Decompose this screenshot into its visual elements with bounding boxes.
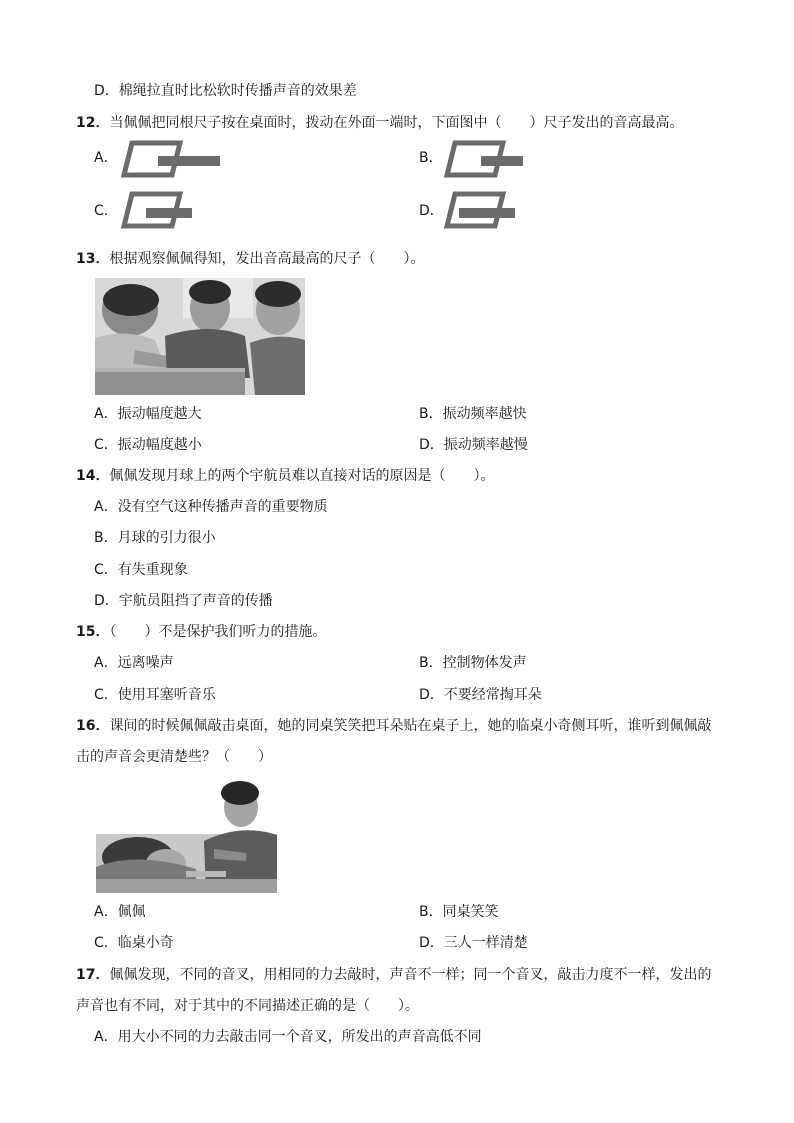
question-number: 16． [76, 718, 110, 734]
q13-option-c: C．振动幅度越小 [94, 437, 202, 453]
q12-option-a-label: A． [94, 150, 118, 166]
q16-option-b: B．同桌笑笑 [419, 904, 499, 920]
question-17-line-2: 声音也有不同，对于其中的不同描述正确的是（ ）。 [76, 998, 419, 1014]
q17-option-a: A．用大小不同的力去敲击同一个音叉，所发出的声音高低不同 [94, 1029, 482, 1045]
q15-option-a: A．远离噪声 [94, 655, 174, 671]
question-13 [76, 249, 424, 269]
ruler-figure-c [118, 191, 194, 229]
question-14 [76, 466, 494, 486]
question-stem: 课间的时候佩佩敲击桌面，她的同桌笑笑把耳朵贴在桌子上，她的临桌小奇侧耳听，谁听到佩佩敲 [109, 718, 712, 734]
question-stem: 根据观察佩佩得知，发出音高最高的尺子（ ）。 [109, 251, 425, 267]
q14-option-b: B．月球的引力很小 [94, 530, 216, 546]
question-stem: 佩佩发现，不同的音叉，用相同的力去敲时，声音不一样；同一个音叉，敲击力度不一样，发出的 [109, 967, 712, 983]
q12-option-d-label: D． [419, 203, 444, 219]
question-16-line-1 [76, 716, 711, 736]
question-12 [76, 113, 683, 133]
q14-option-d: D．宇航员阻挡了声音的传播 [94, 593, 273, 609]
q16-option-a: A．佩佩 [94, 904, 146, 920]
q15-option-c: C．使用耳塞听音乐 [94, 687, 216, 703]
q12-option-c-label: C． [94, 203, 118, 219]
q12-option-b-label: B． [419, 150, 443, 166]
ruler-figure-b [441, 140, 525, 178]
students-ruler-photo [95, 278, 305, 395]
question-number: 17． [76, 967, 110, 983]
q14-option-c: C．有失重现象 [94, 562, 188, 578]
desk-listening-photo [96, 779, 277, 893]
question-stem: 当佩佩把同根尺子按在桌面时，拨动在外面一端时，下面图中（ ）尺子发出的音高最高。 [109, 115, 684, 131]
question-number: 12． [76, 115, 110, 131]
question-number: 13． [76, 251, 110, 267]
ruler-figure-a [118, 140, 222, 178]
q13-option-b: B．振动频率越快 [419, 406, 527, 422]
q13-option-d: D．振动频率越慢 [419, 437, 528, 453]
ruler-figure-d [441, 191, 517, 229]
q11-option-d: D．棉绳拉直时比松软时传播声音的效果差 [94, 83, 357, 99]
question-stem: 佩佩发现月球上的两个宇航员难以直接对话的原因是（ ）。 [109, 468, 495, 484]
question-17-line-1 [76, 965, 711, 985]
q16-option-c: C．临桌小奇 [94, 935, 174, 951]
q15-option-d: D．不要经常掏耳朵 [419, 687, 542, 703]
question-15 [76, 622, 326, 642]
question-16-line-2: 击的声音会更清楚些？（ ） [76, 749, 272, 765]
q14-option-a: A．没有空气这种传播声音的重要物质 [94, 499, 328, 515]
question-number: 15． [76, 624, 110, 640]
question-stem: （ ）不是保护我们听力的措施。 [109, 624, 327, 640]
q13-option-a: A．振动幅度越大 [94, 406, 202, 422]
q15-option-b: B．控制物体发声 [419, 655, 527, 671]
question-number: 14． [76, 468, 110, 484]
q16-option-d: D．三人一样清楚 [419, 935, 528, 951]
